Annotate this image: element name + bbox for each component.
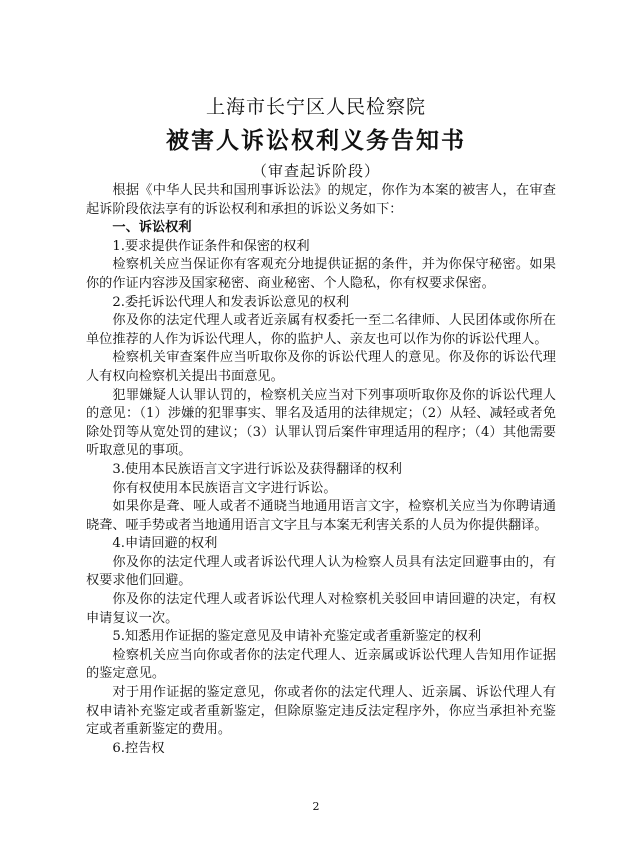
right-4-paragraph-1: 你及你的法定代理人或者诉讼代理人认为检察人员具有法定回避事由的，有权要求他们回避。 (86, 554, 556, 589)
right-6-heading: 6.控告权 (112, 740, 165, 756)
right-1-paragraph: 检察机关应当保证你有客观充分地提供证据的条件，并为你保守秘密。如果你的作证内容涉及国家秘密、商业秘密、个人隐私，你有权要求保密。 (86, 257, 556, 291)
document-body (86, 182, 556, 758)
organization-name: 上海市长宁区人民检察院 (205, 96, 426, 118)
right-2-paragraph-2: 检察机关审查案件应当听取你及你的诉讼代理人的意见。你及你的诉讼代理人有权向检察机关提出书面意见。 (86, 350, 556, 384)
right-2-paragraph-1: 你及你的法定代理人或者近亲属有权委托一至二名律师、人民团体或你所在单位推荐的人作为诉讼代理人，你的监护人、亲友也可以作为你的诉讼代理人。 (86, 313, 556, 347)
right-2-paragraph-3: 犯罪嫌疑人认罪认罚的，检察机关应当对下列事项听取你及你的诉讼代理人的意见：（1）涉嫌的犯罪事实、罪名及适用的法律规定；（2）从轻、减轻或者免除处罚等从宽处罚的建议；（3）认罪认罚后案件审理适用的程序；（4）其他需要听取意见的事项。 (86, 387, 556, 459)
right-1-heading: 1.要求提供作证条件和保密的权利 (112, 238, 310, 254)
intro-paragraph: 根据《中华人民共和国刑事诉讼法》的规定，你作为本案的被害人，在审查起诉阶段依法享有的诉讼权利和承担的诉讼义务如下： (86, 183, 556, 217)
right-3-paragraph-2: 如果你是聋、哑人或者不通晓当地通用语言文字，检察机关应当为你聘请通晓聋、哑手势或者当地通用语言文字且与本案无利害关系的人员为你提供翻译。 (86, 499, 556, 533)
right-5-paragraph-1: 检察机关应当向你或者你的法定代理人、近亲属或诉讼代理人告知用作证据的鉴定意见。 (86, 647, 556, 682)
section-heading-rights: 一、诉讼权利 (112, 220, 192, 236)
right-4-paragraph-2: 你及你的法定代理人或者诉讼代理人对检察机关驳回申请回避的决定，有权申请复议一次。 (86, 592, 556, 626)
right-3-paragraph-1: 你有权使用本民族语言文字进行诉讼。 (112, 480, 337, 496)
right-3-heading: 3.使用本民族语言文字进行诉讼及获得翻译的权利 (112, 461, 402, 477)
right-4-heading: 4.申请回避的权利 (112, 536, 218, 552)
stage-subtitle: （审查起诉阶段） (251, 162, 380, 180)
right-5-heading: 5.知悉用作证据的鉴定意见及申请补充鉴定或者重新鉴定的权利 (112, 629, 482, 645)
right-2-heading: 2.委托诉讼代理人和发表诉讼意见的权利 (112, 294, 350, 310)
right-5-paragraph-2: 对于用作证据的鉴定意见，你或者你的法定代理人、近亲属、诉讼代理人有权申请补充鉴定或者重新鉴定，但除原鉴定违反法定程序外，你应当承担补充鉴定或者重新鉴定的费用。 (86, 685, 556, 738)
document-title: 被害人诉讼权利义务告知书 (166, 127, 466, 154)
page-number: 2 (312, 800, 320, 813)
